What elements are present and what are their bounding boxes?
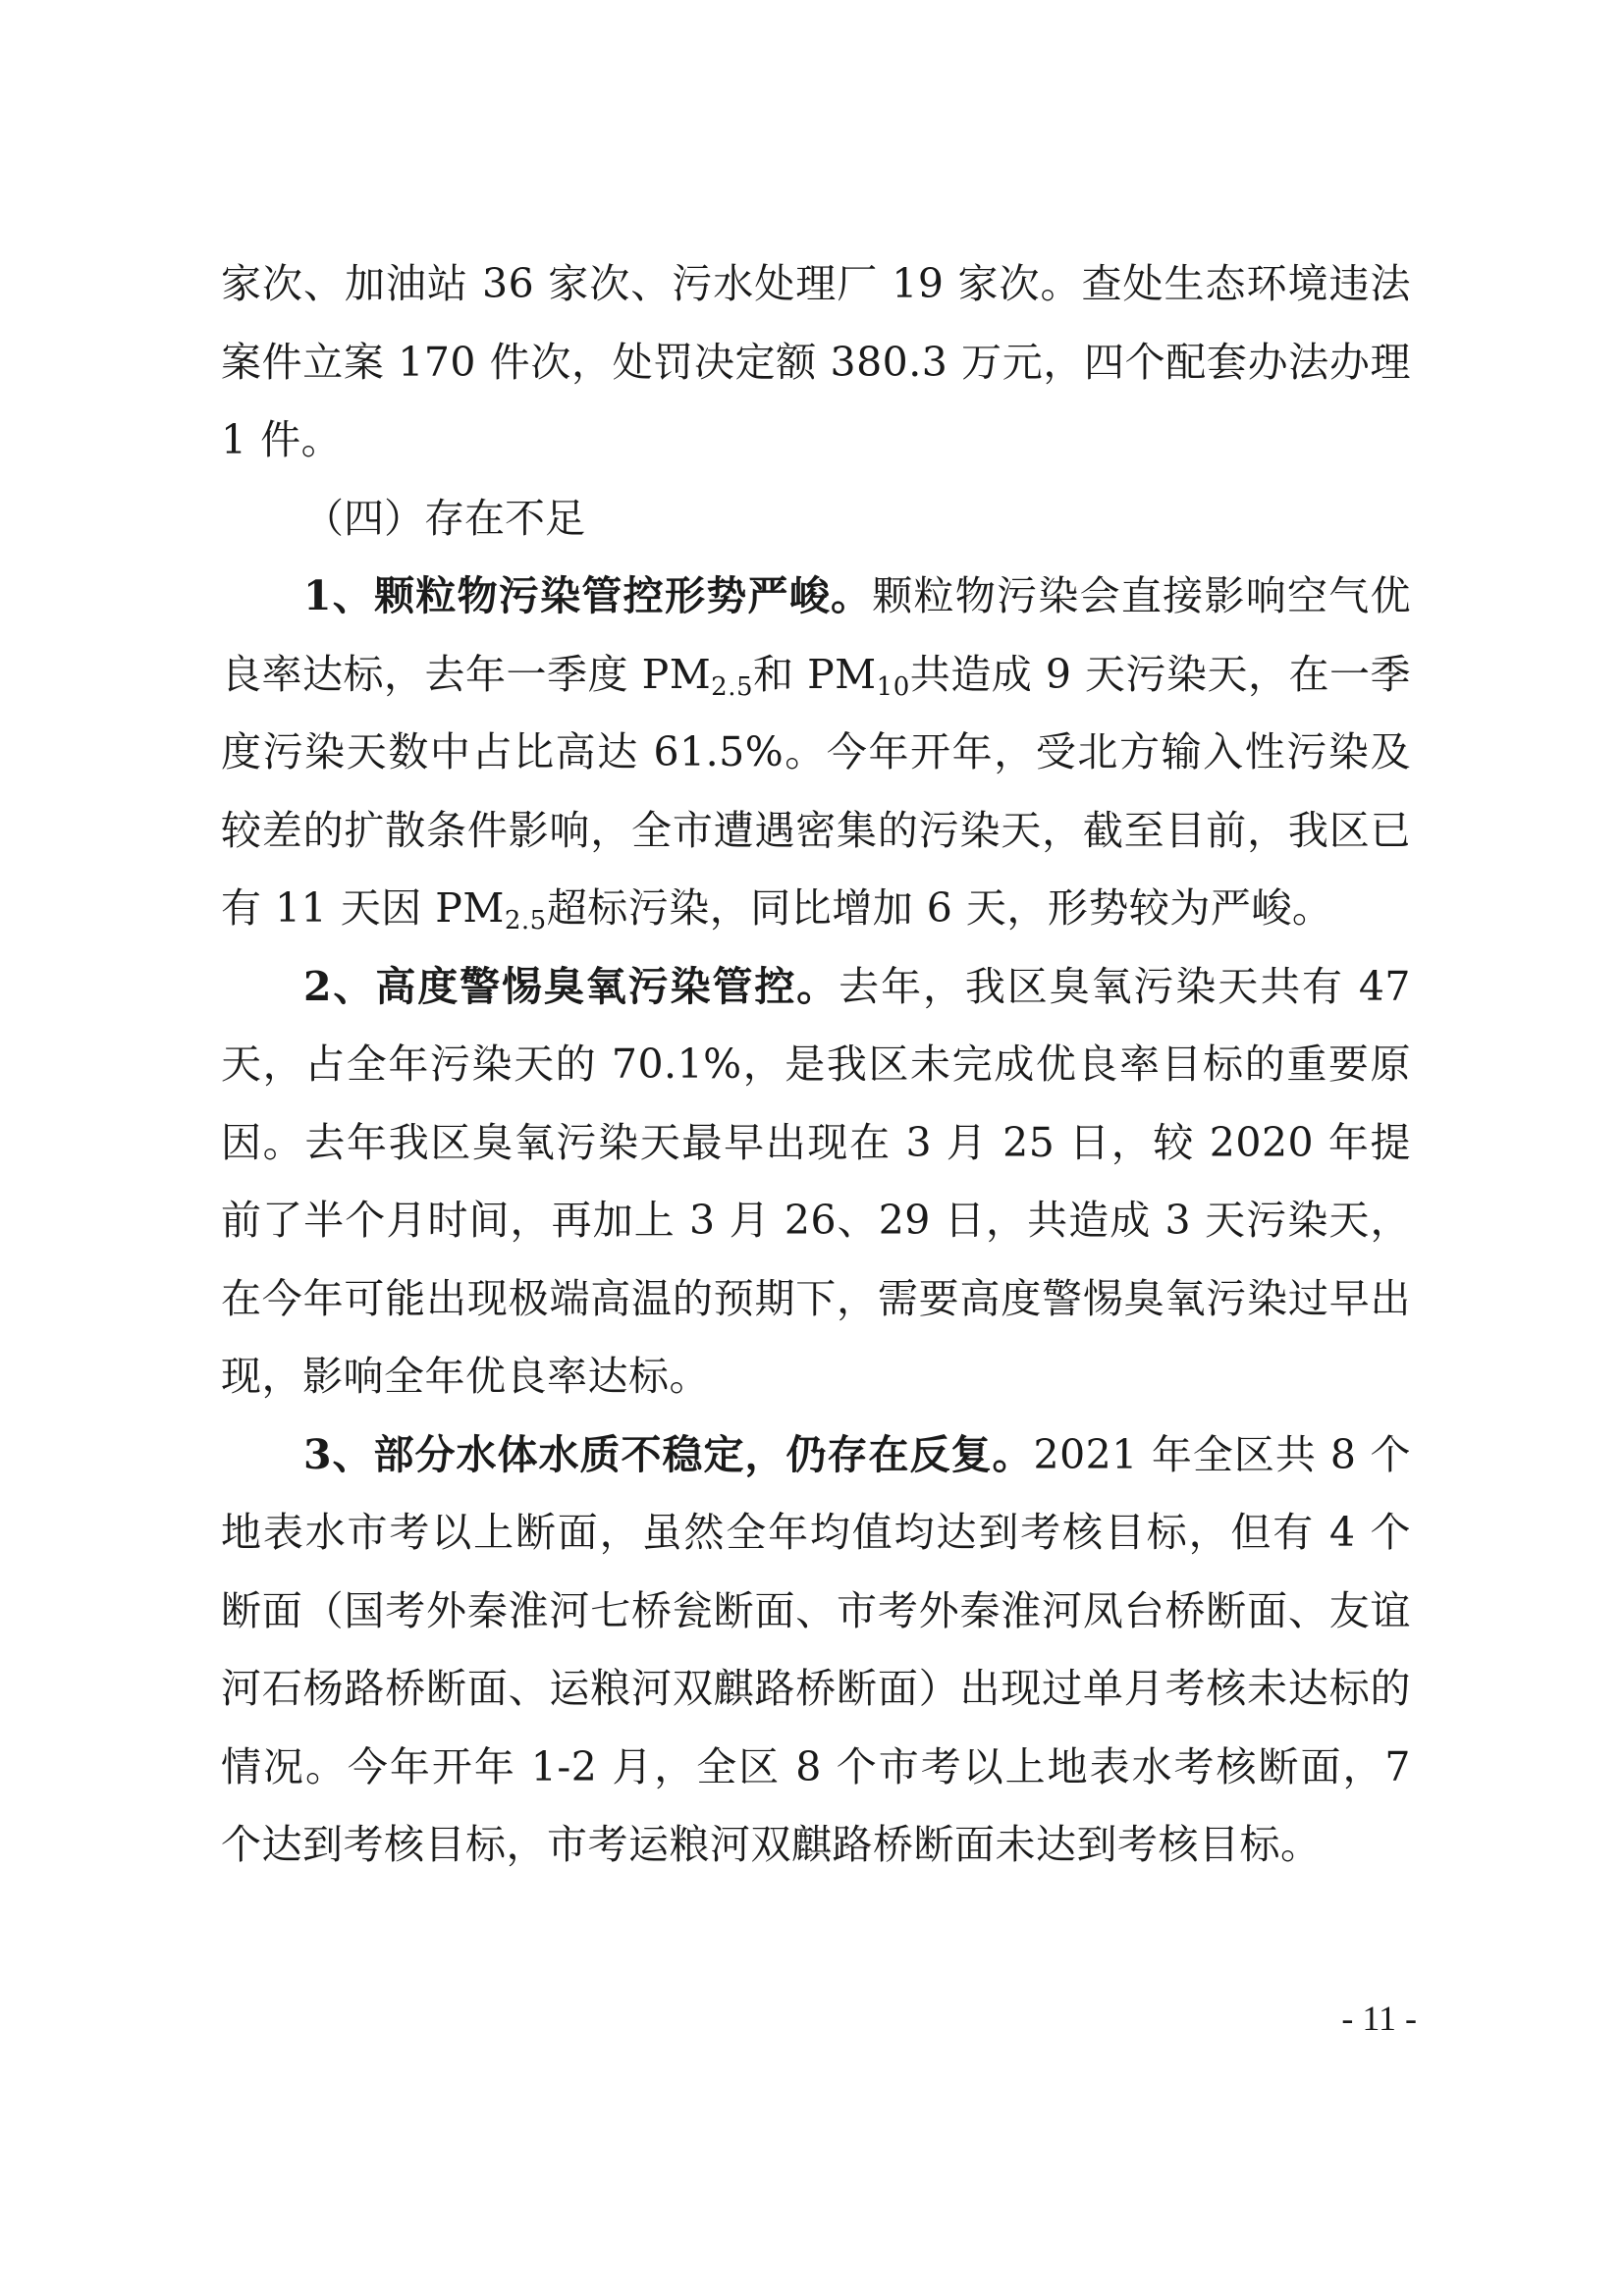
document-body xyxy=(221,245,1411,1885)
paragraph-ozone xyxy=(221,948,1411,1416)
paragraph-text: 2021 年全区共 8 个地表水市考以上断面，虽然全年均值均达到考核目标，但有 4 个断面（国考外秦淮河七桥瓮断面、市考外秦淮河凤台桥断面、友谊河石杨路桥断面、运粮河双麒路桥断面）出现过单月考核未达标的情况。今年开年 1-2 月，全区 8 个市考以上地表水考核断面，7 个达到考核目标，市考运粮河双麒路桥断面未达到考核目标。 xyxy=(221,1430,1411,1868)
paragraph-heading: 3、部分水体水质不稳定，仍存在反复。 xyxy=(303,1430,1034,1478)
paragraph-text: 共造成 9 天污染天，在一季度污染天数中占比高达 61.5%。今年开年，受北方输入性污染及较差的扩散条件影响，全市遭遇密集的污染天，截至目前，我区已有 11 天因 PM xyxy=(221,650,1411,932)
paragraph-text: 去年，我区臭氧污染天共有 47 天，占全年污染天的 70.1%，是我区未完成优良率目标的重要原因。去年我区臭氧污染天最早出现在 3 月 25 日，较 2020 年提前了半个月时间，再加上 3 月 26、29 日，共造成 3 天污染天，在今年可能出现极端高温的预期下，需要高度警惕臭氧污染过早出现，影响全年优良率达标。 xyxy=(221,962,1412,1400)
subscript: 2.5 xyxy=(504,906,547,935)
paragraph-particulate xyxy=(221,558,1411,948)
paragraph-heading: 2、高度警惕臭氧污染管控。 xyxy=(303,962,839,1010)
subscript: 10 xyxy=(876,671,910,702)
paragraph-text: 颗粒物污染会直接影响空气优良率达标，去年一季度 PM xyxy=(221,572,1411,698)
paragraph-text: 和 PM xyxy=(753,650,877,698)
paragraph-heading: 1、颗粒物污染管控形势严峻。 xyxy=(303,572,873,619)
paragraph-continued: 家次、加油站 36 家次、污水处理厂 19 家次。查处生态环境违法案件立案 170 件次，处罚决定额 380.3 万元，四个配套办法办理 1 件。 xyxy=(221,260,1411,463)
paragraph-water xyxy=(221,1416,1411,1885)
page-number: - 11 - xyxy=(1341,1999,1417,2038)
subscript: 2.5 xyxy=(711,671,754,702)
paragraph-text: 超标污染，同比增加 6 天，形势较为严峻。 xyxy=(546,884,1333,932)
section-heading: （四）存在不足 xyxy=(303,494,585,542)
